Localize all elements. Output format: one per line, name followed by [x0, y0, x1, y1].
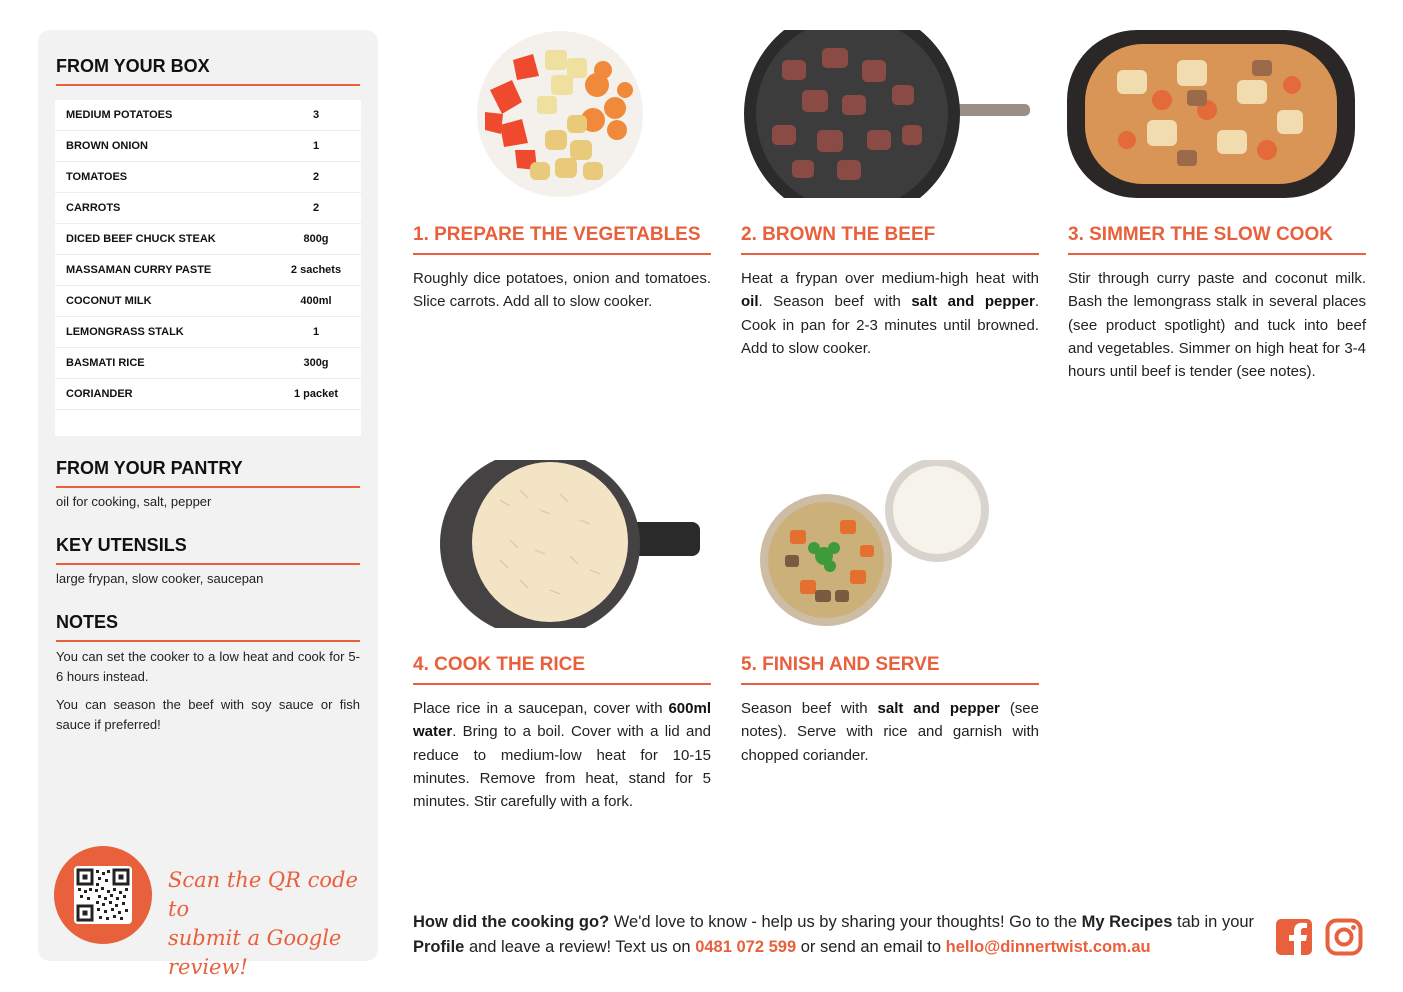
note-item: You can set the cooker to a low heat and cook for 5-6 hours instead.: [56, 649, 360, 684]
ingredient-row: [55, 162, 361, 193]
qr-caption-line1: Scan the QR code to: [168, 868, 358, 921]
ingredient-qty: 2 sachets: [290, 264, 342, 276]
step-3-title: 3. SIMMER THE SLOW COOK: [1068, 224, 1366, 255]
ingredient-qty: 3: [312, 109, 320, 121]
slow-cooker-image: [1067, 30, 1355, 198]
from-your-box-heading: FROM YOUR BOX: [56, 56, 360, 86]
step-1-text: [413, 267, 711, 314]
ingredient-row: [55, 379, 361, 410]
footer-text-4: or send an email to: [796, 938, 946, 956]
qr-code-icon[interactable]: [74, 866, 132, 924]
footer-text-2: tab in your: [1172, 913, 1255, 931]
step-text-run: oil: [741, 293, 759, 311]
footer-phone-link[interactable]: 0481 072 599: [695, 938, 797, 956]
ingredient-qty: 1: [312, 326, 320, 338]
ingredient-qty: 400ml: [300, 295, 332, 307]
ingredient-name: CORIANDER: [66, 388, 133, 400]
from-your-pantry-heading: FROM YOUR PANTRY: [56, 458, 360, 488]
ingredient-name: BROWN ONION: [66, 140, 148, 152]
cook-rice-image: [440, 460, 702, 628]
step-text-run: . Bring to a boil. Cover with a lid and reduce to medium-low heat for 10-15 minutes. Remove from heat, stand for 5 minutes. Stir carefully with a fork.: [413, 723, 711, 811]
ingredient-row: [55, 317, 361, 348]
facebook-icon[interactable]: [1275, 918, 1313, 956]
ingredient-name: DICED BEEF CHUCK STEAK: [66, 233, 216, 245]
ingredient-row: [55, 224, 361, 255]
step-text-run: Place rice in a saucepan, cover with: [413, 700, 669, 717]
ingredient-qty: 2: [312, 202, 320, 214]
instagram-icon[interactable]: [1325, 918, 1363, 956]
ingredient-row: [55, 348, 361, 379]
finish-serve-image: [760, 460, 992, 628]
qr-code-badge[interactable]: [54, 846, 152, 944]
pantry-text: oil for cooking, salt, pepper: [56, 494, 212, 509]
notes-list: [56, 647, 360, 743]
step-text-run: Season beef with: [741, 700, 878, 717]
ingredient-name: TOMATOES: [66, 171, 128, 183]
step-text-run: salt and pepper: [911, 293, 1035, 311]
step-text-run: . Cook in pan for 2-3 minutes until browned. Add to slow cooker.: [741, 293, 1039, 357]
ingredient-row: [55, 100, 361, 131]
prepare-vegetables-image: [475, 30, 645, 198]
key-utensils-heading: KEY UTENSILS: [56, 535, 360, 565]
step-4-title: 4. COOK THE RICE: [413, 654, 711, 685]
utensils-text: large frypan, slow cooker, saucepan: [56, 571, 264, 586]
ingredient-name: MASSAMAN CURRY PASTE: [66, 264, 212, 276]
ingredient-row: [55, 255, 361, 286]
step-5-title: 5. FINISH AND SERVE: [741, 654, 1039, 685]
step-2-title: 2. BROWN THE BEEF: [741, 224, 1039, 255]
ingredient-qty: 1 packet: [293, 388, 339, 400]
step-text-run: (see notes). Serve with rice and garnish with chopped coriander.: [741, 700, 1039, 764]
ingredient-name: COCONUT MILK: [66, 295, 152, 307]
step-5-text: [741, 697, 1039, 767]
footer-my-recipes: My Recipes: [1081, 913, 1173, 931]
footer-email-link[interactable]: hello@dinnertwist.com.au: [945, 938, 1151, 956]
step-text-run: Heat a frypan over medium-high heat with: [741, 270, 1039, 287]
footer-profile: Profile: [413, 938, 465, 956]
step-3-text: [1068, 267, 1366, 383]
ingredient-name: BASMATI RICE: [66, 357, 145, 369]
ingredient-row: [55, 193, 361, 224]
ingredient-name: LEMONGRASS STALK: [66, 326, 184, 338]
ingredient-qty: 2: [312, 171, 320, 183]
ingredients-sidebar: [38, 30, 378, 979]
ingredient-qty: 300g: [303, 357, 329, 369]
step-text-run: Stir through curry paste and coconut milk. Bash the lemongrass stalk in several places (see product spotlight) and tuck into beef and vegetables. Simmer on high heat for 3-4 hours until beef is tender (see notes).: [1068, 270, 1366, 381]
qr-caption: [168, 866, 368, 982]
footer-text-3: and leave a review! Text us on: [464, 938, 696, 956]
ingredient-name: CARROTS: [66, 202, 121, 214]
ingredient-row: [55, 131, 361, 162]
step-4-text: [413, 697, 711, 813]
qr-caption-line2: submit a Google review!: [168, 926, 342, 979]
notes-heading: NOTES: [56, 612, 360, 642]
step-text-run: 600ml water: [413, 700, 711, 741]
step-text-run: Roughly dice potatoes, onion and tomatoes. Slice carrots. Add all to slow cooker.: [413, 270, 711, 311]
ingredients-table: [55, 100, 361, 436]
footer-text-1: We'd love to know - help us by sharing your thoughts! Go to the: [609, 913, 1082, 931]
ingredient-qty: 1: [312, 140, 320, 152]
review-footer: [413, 910, 1263, 960]
footer-question: How did the cooking go?: [413, 913, 610, 931]
note-item: You can season the beef with soy sauce or fish sauce if preferred!: [56, 697, 360, 732]
step-text-run: . Season beef with: [758, 293, 912, 311]
brown-beef-image: [742, 30, 1032, 198]
step-1-title: 1. PREPARE THE VEGETABLES: [413, 224, 711, 255]
step-2-text: [741, 267, 1039, 360]
ingredient-row: [55, 286, 361, 317]
step-text-run: salt and pepper: [877, 700, 1000, 717]
ingredient-qty: 800g: [303, 233, 329, 245]
ingredient-name: MEDIUM POTATOES: [66, 109, 173, 121]
